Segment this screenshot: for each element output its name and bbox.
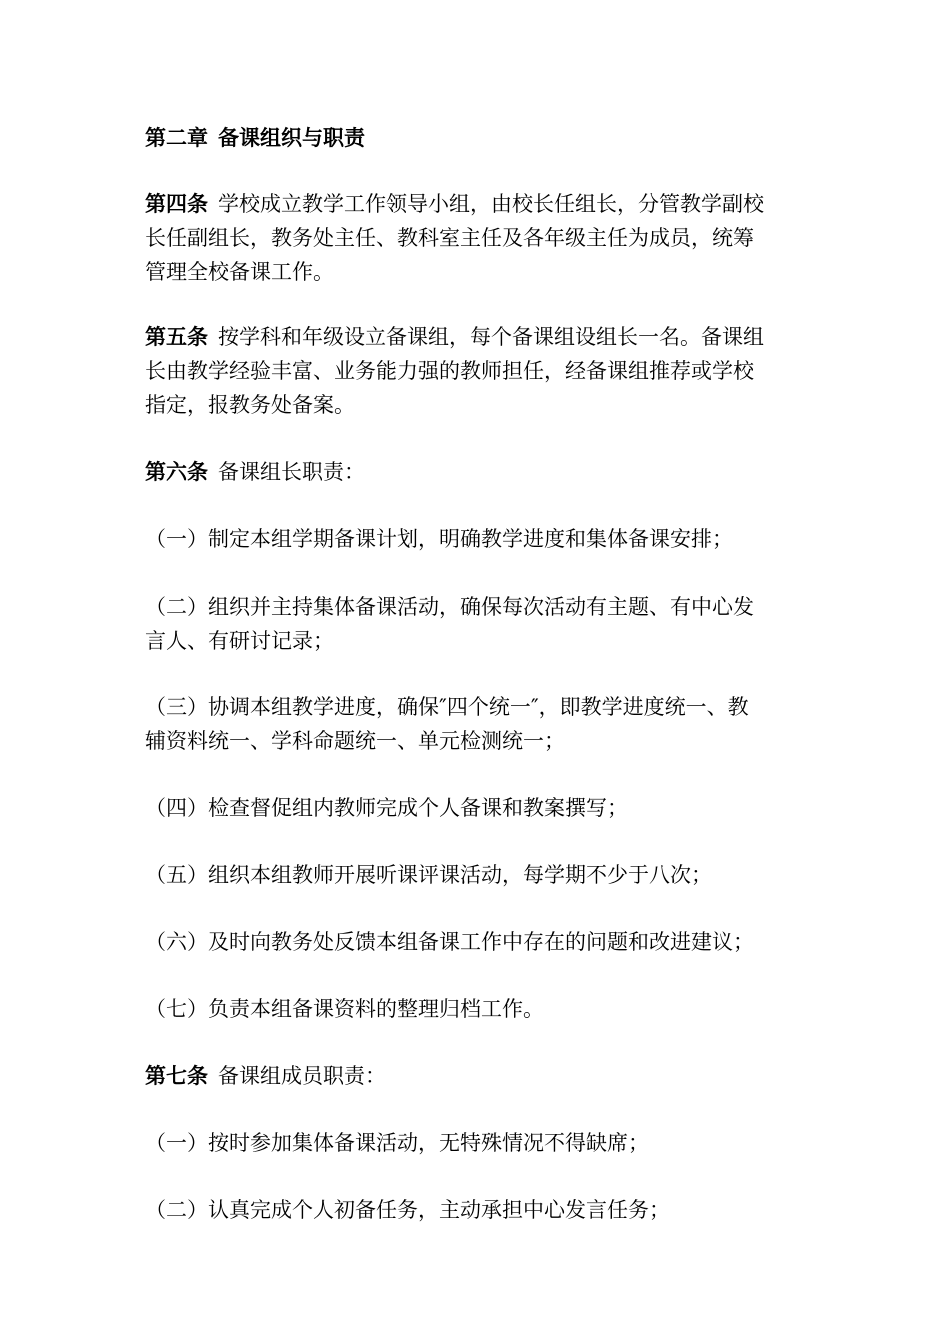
article-label: 第七条 — [145, 1063, 208, 1088]
list-item-line: （二）认真完成个人初备任务，主动承担中心发言任务； — [145, 1198, 670, 1222]
list-item-line: （三）协调本组教学进度，确保″四个统一″，即教学进度统一、教 — [145, 695, 749, 719]
list-item-line: （六）及时向教务处反馈本组备课工作中存在的问题和改进建议； — [145, 930, 754, 954]
article-text-line: 长任副组长，教务处主任、教科室主任及各年级主任为成员，统筹 — [145, 226, 754, 250]
article-text-line: 按学科和年级设立备课组，每个备课组设组长一名。备课组 — [218, 325, 764, 349]
list-item — [145, 690, 810, 758]
article-text-line: 指定，报教务处备案。 — [145, 393, 355, 417]
list-item — [145, 1193, 810, 1227]
list-item-line: 言人、有研讨记录； — [145, 629, 334, 653]
article-7 — [145, 1059, 810, 1093]
list-item — [145, 925, 810, 959]
list-item — [145, 590, 810, 658]
list-item-line: （七）负责本组备课资料的整理归档工作。 — [145, 997, 544, 1021]
article-4 — [145, 187, 810, 289]
article-text-line: 管理全校备课工作。 — [145, 260, 334, 284]
chapter-title: 第二章 — [145, 125, 208, 150]
article-text: 备课组长职责： — [218, 460, 365, 484]
list-item — [145, 992, 810, 1026]
list-item — [145, 791, 810, 825]
list-item — [145, 522, 810, 556]
chapter-subtitle: 备课组织与职责 — [218, 125, 365, 150]
article-label: 第六条 — [145, 459, 208, 484]
chapter-heading — [145, 121, 810, 155]
list-item-line: （五）组织本组教师开展听课评课活动，每学期不少于八次； — [145, 863, 712, 887]
article-text: 备课组成员职责： — [218, 1064, 386, 1088]
list-item-line: （一）按时参加集体备课活动，无特殊情况不得缺席； — [145, 1131, 649, 1155]
article-6 — [145, 455, 810, 489]
article-text-line: 学校成立教学工作领导小组，由校长任组长，分管教学副校 — [218, 192, 764, 216]
article-label: 第四条 — [145, 191, 208, 216]
article-label: 第五条 — [145, 324, 208, 349]
article-5 — [145, 320, 810, 422]
list-item-line: 辅资料统一、学科命题统一、单元检测统一； — [145, 729, 565, 753]
article-text-line: 长由教学经验丰富、业务能力强的教师担任，经备课组推荐或学校 — [145, 359, 754, 383]
list-item-line: （一）制定本组学期备课计划，明确教学进度和集体备课安排； — [145, 527, 733, 551]
list-item-line: （四）检查督促组内教师完成个人备课和教案撰写； — [145, 796, 628, 820]
list-item — [145, 858, 810, 892]
list-item — [145, 1126, 810, 1160]
list-item-line: （二）组织并主持集体备课活动，确保每次活动有主题、有中心发 — [145, 595, 754, 619]
